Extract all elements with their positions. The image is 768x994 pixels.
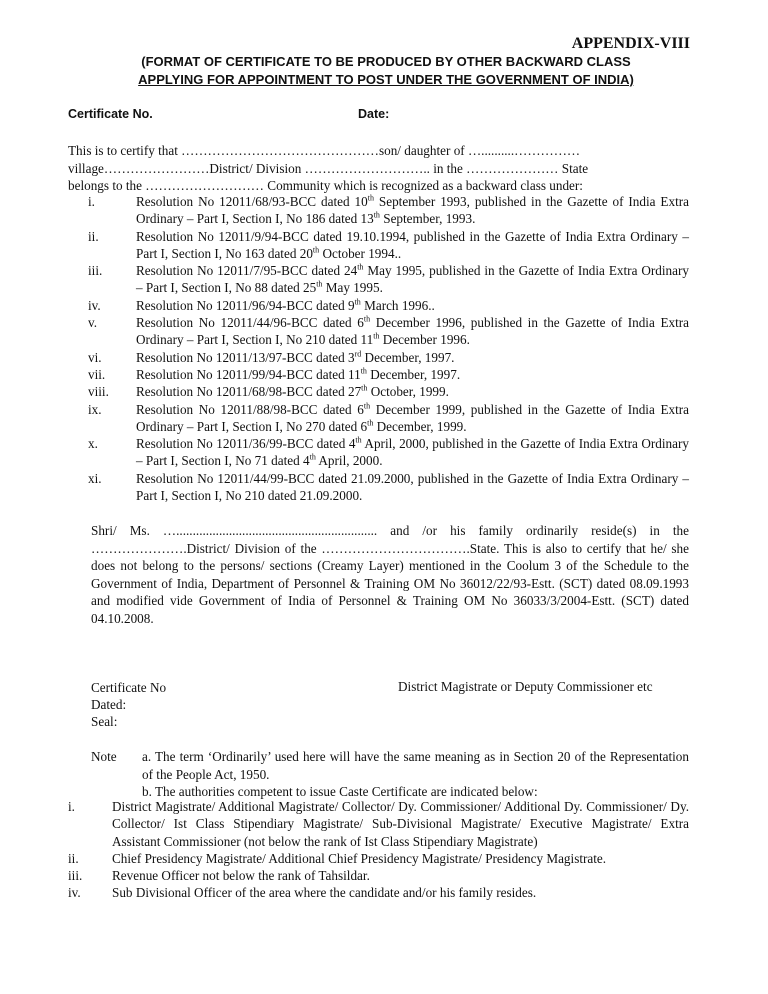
- resolution-item-text: Resolution No 12011/68/93-BCC dated 10th September 1993, published in the Gazette of India Extra Ordinary – Part I, Section I, No 186 dated 13th September, 1993.: [136, 193, 689, 227]
- resolution-item-number: vii.: [88, 366, 106, 382]
- authority-item-text: Sub Divisional Officer of the area where the candidate and/or his family resides.: [112, 885, 537, 901]
- resolution-item-text: Resolution No 12011/7/95-BCC dated 24th May 1995, published in the Gazette of India Extra Ordinary – Part I, Section I, No 88 dated 25th May 1995.: [136, 262, 689, 296]
- resolution-item-number: i.: [88, 194, 95, 209]
- resolution-item-text: Resolution No 12011/44/99-BCC dated 21.09.2000, published in the Gazette of India Extra Ordinary – Part I, Section I, No 210 dated 21.09.2000.: [136, 470, 689, 504]
- resolution-item-number: vi.: [88, 349, 102, 365]
- resolution-item-text: Resolution No 12011/68/98-BCC dated 27th October, 1999.: [136, 383, 449, 400]
- resolution-list: [68, 193, 689, 504]
- authority-item-number: iv.: [68, 885, 81, 901]
- resolution-item: [68, 401, 689, 436]
- resolution-item: [68, 435, 689, 470]
- note-label: Note: [91, 749, 117, 764]
- resolution-item-text: Resolution No 12011/99/94-BCC dated 11th December, 1997.: [136, 366, 461, 382]
- date-label: Date:: [358, 107, 390, 121]
- resolution-item: [68, 193, 689, 228]
- resolution-item-number: v.: [88, 315, 98, 331]
- resolution-item-text: Resolution No 12011/9/94-BCC dated 19.10.1994, published in the Gazette of India Extra Ordinary – Part I, Section I, No 163 dated 20th October 1994..: [136, 228, 689, 261]
- intro-line-1: This is to certify that ………………………………………son/ daughter of …..........……………: [68, 143, 581, 158]
- authority-item-text: District Magistrate/ Additional Magistrate/ Collector/ Dy. Commissioner/ Additional Dy. Commissioner/ Dy. Collector/ Ist Class Stipendiary Magistrate/ Sub-Divisional Magistrate/ Executive Magistrate/ Extra Assistant Commissioner (not below the rank of Ist Class Stipendiary Magistrate): [112, 799, 689, 849]
- note-b: b. The authorities competent to issue Caste Certificate are indicated below:: [142, 784, 538, 799]
- signature-left: [91, 679, 166, 730]
- resolution-item-number: ii.: [88, 228, 99, 244]
- authority-item: [48, 798, 689, 850]
- resolution-item: [68, 262, 689, 297]
- certificate-no-field: Certificate No: [91, 680, 167, 695]
- resolution-item-number: viii.: [88, 384, 109, 400]
- authority-item: [48, 850, 689, 867]
- authority-item-text: Chief Presidency Magistrate/ Additional Chief Presidency Magistrate/ Presidency Magistrate.: [112, 850, 607, 866]
- resolution-item-number: x.: [88, 436, 98, 452]
- resolution-item-text: Resolution No 12011/88/98-BCC dated 6th December 1999, published in the Gazette of India Extra Ordinary – Part I, Section I, No 270 dated 6th December, 1999.: [136, 401, 690, 434]
- resolution-item: [68, 470, 689, 505]
- resolution-item: [68, 349, 689, 366]
- authority-item: [48, 867, 689, 884]
- intro-line-3: belongs to the ……………………… Community which is recognized as a backward class under:: [68, 178, 583, 193]
- signing-authority: District Magistrate or Deputy Commissioner etc: [398, 679, 653, 694]
- certificate-no-label: Certificate No.: [68, 107, 153, 121]
- authority-item-number: ii.: [68, 850, 79, 866]
- resolution-item-text: Resolution No 12011/13/97-BCC dated 3rd December, 1997.: [136, 349, 455, 365]
- authority-item: [48, 884, 689, 901]
- appendix-label: APPENDIX-VIII: [571, 35, 690, 52]
- authorities-list: [48, 798, 689, 902]
- residence-paragraph: Shri/ Ms. …............................................................. and /or his family ordinarily reside(s) in the ………………….District/ Division of the …………………………….State. This is also to certify that he/ she does not belong to the persons/ sections (Creamy Layer) mentioned in the Coolum 3 of the Schedule to the Government of India, Department of Personnel & Training OM No 36012/22/93-Estt. (SCT) dated 08.09.1993 and modified vide Government of India of Personnel & Training OM No 36033/3/2004-Estt. (SCT) dated 04.10.2008.: [91, 523, 689, 626]
- dated-field: Dated:: [91, 697, 127, 712]
- resolution-item: [68, 228, 689, 263]
- authority-item-number: i.: [68, 799, 75, 814]
- resolution-item-text: Resolution No 12011/36/99-BCC dated 4th April, 2000, published in the Gazette of India Extra Ordinary – Part I, Section I, No 71 dated 4th April, 2000.: [136, 435, 689, 469]
- resolution-item-text: Resolution No 12011/96/94-BCC dated 9th March 1996..: [136, 297, 435, 313]
- resolution-item: [68, 314, 689, 349]
- intro-line-2: village……………………District/ Division ……………………….. in the ………………… State: [68, 160, 589, 176]
- resolution-item: [68, 366, 689, 383]
- resolution-item-number: iv.: [88, 297, 101, 313]
- note-section: [91, 748, 689, 801]
- resolution-item-number: xi.: [88, 470, 102, 486]
- resolution-item-text: Resolution No 12011/44/96-BCC dated 6th December 1996, published in the Gazette of India Extra Ordinary – Part I, Section I, No 210 dated 11th December 1996.: [136, 314, 690, 348]
- heading-line-2: APPLYING FOR APPOINTMENT TO POST UNDER THE GOVERNMENT OF INDIA): [138, 72, 634, 87]
- intro-paragraph: [68, 142, 689, 195]
- resolution-item-number: ix.: [88, 401, 102, 417]
- resolution-item: [68, 297, 689, 314]
- seal-field: Seal:: [91, 714, 118, 729]
- note-a: a. The term ‘Ordinarily’ used here will have the same meaning as in Section 20 of the Representation of the People Act, 1950.: [142, 749, 689, 782]
- authority-item-text: Revenue Officer not below the rank of Tahsildar.: [112, 868, 370, 884]
- heading-line-1: (FORMAT OF CERTIFICATE TO BE PRODUCED BY OTHER BACKWARD CLASS: [141, 54, 631, 69]
- resolution-item-number: iii.: [88, 263, 103, 279]
- authority-item-number: iii.: [68, 868, 83, 884]
- resolution-item: [68, 383, 689, 400]
